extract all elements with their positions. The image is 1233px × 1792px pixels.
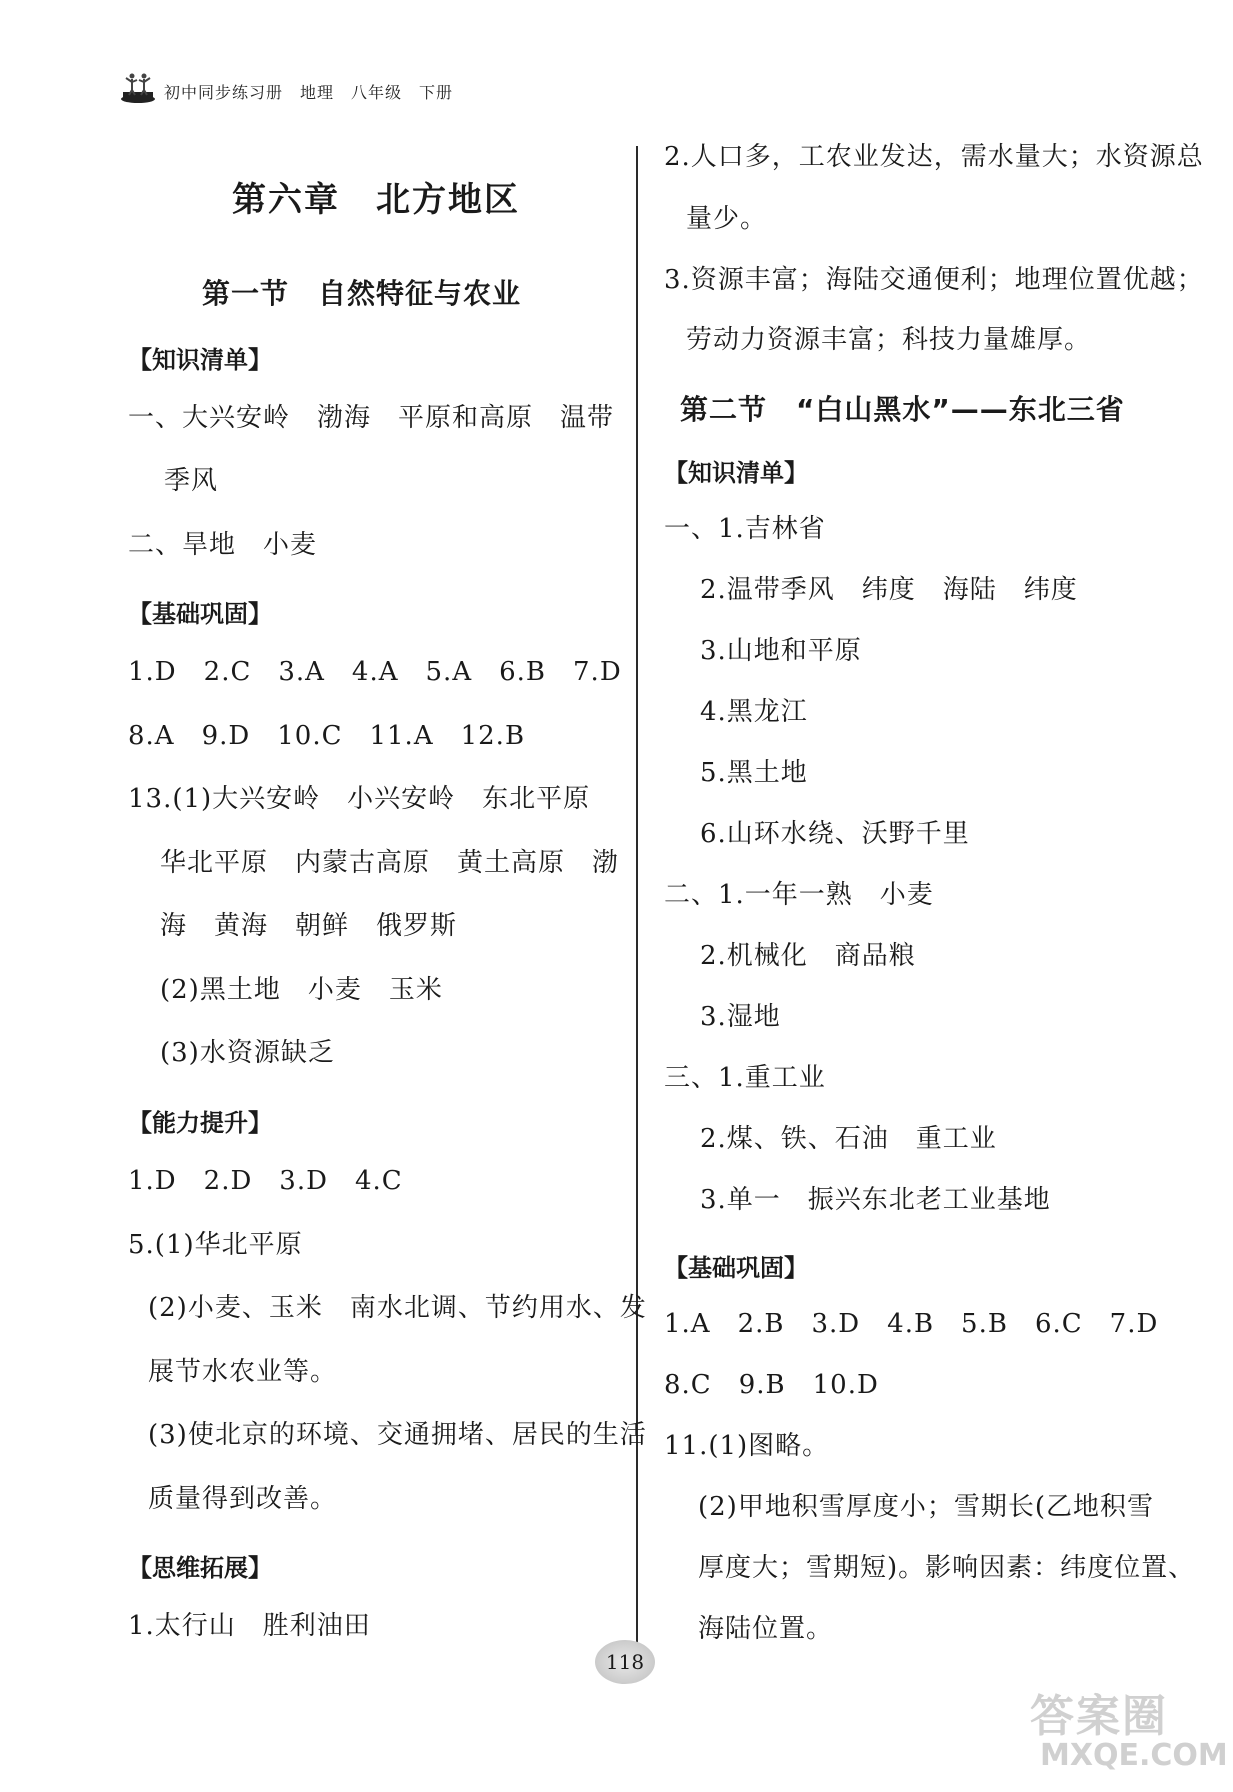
right-line-9: 5.黑土地 — [700, 758, 808, 788]
left-line-17: (3)使北京的环境、交通拥堵、居民的生活 — [148, 1420, 647, 1450]
left-line-19: 【思维拓展】 — [128, 1554, 272, 1582]
watermark — [1030, 1680, 1228, 1773]
right-line-8: 4.黑龙江 — [700, 697, 808, 727]
left-line-10: (2)黑土地 小麦 玉米 — [160, 975, 443, 1005]
left-line-2: 季风 — [164, 466, 219, 496]
section-title-2: 第二节 “白山黑水”——东北三省 — [680, 393, 1125, 426]
right-line-2: 3.资源丰富；海陆交通便利；地理位置优越； — [664, 265, 1204, 295]
left-line-12: 【能力提升】 — [128, 1109, 272, 1137]
left-line-8: 华北平原 内蒙古高原 黄土高原 渤 — [160, 848, 620, 878]
left-line-7: 13.(1)大兴安岭 小兴安岭 东北平原 — [128, 784, 591, 814]
right-line-5: 一、1.吉林省 — [664, 514, 826, 544]
left-line-3: 二、旱地 小麦 — [128, 530, 318, 560]
right-line-18: 1.A 2.B 3.D 4.B 5.B 6.C 7.D — [664, 1309, 1159, 1339]
header-title: 初中同步练习册 地理 八年级 下册 — [164, 83, 454, 102]
watermark-line-2: MXQE.COM — [1040, 1738, 1228, 1773]
right-line-16: 3.单一 振兴东北老工业基地 — [700, 1185, 1051, 1215]
right-line-11: 二、1.一年一熟 小麦 — [664, 880, 934, 910]
right-line-4: 【知识清单】 — [664, 459, 808, 487]
right-line-13: 3.湿地 — [700, 1002, 781, 1032]
left-line-13: 1.D 2.D 3.D 4.C — [128, 1166, 403, 1196]
right-line-23: 海陆位置。 — [698, 1614, 834, 1644]
left-line-18: 质量得到改善。 — [148, 1484, 338, 1514]
left-line-15: (2)小麦、玉米 南水北调、节约用水、发 — [148, 1293, 647, 1323]
left-line-11: (3)水资源缺乏 — [160, 1038, 335, 1068]
right-line-15: 2.煤、铁、石油 重工业 — [700, 1124, 997, 1154]
right-line-6: 2.温带季风 纬度 海陆 纬度 — [700, 575, 1078, 605]
page-number: 118 — [595, 1640, 655, 1684]
left-line-20: 1.太行山 胜利油田 — [128, 1611, 371, 1641]
left-line-5: 1.D 2.C 3.A 4.A 5.A 6.B 7.D — [128, 657, 622, 687]
book-logo-icon — [120, 72, 156, 104]
right-line-17: 【基础巩固】 — [664, 1254, 808, 1282]
left-line-0: 【知识清单】 — [128, 346, 272, 374]
left-line-6: 8.A 9.D 10.C 11.A 12.B — [128, 721, 526, 751]
left-line-16: 展节水农业等。 — [148, 1357, 338, 1387]
right-line-1: 量少。 — [686, 204, 768, 234]
chapter-title: 第六章 北方地区 — [232, 180, 520, 220]
left-line-4: 【基础巩固】 — [128, 600, 272, 628]
right-line-21: (2)甲地积雪厚度小；雪期长(乙地积雪 — [698, 1492, 1154, 1522]
right-line-20: 11.(1)图略。 — [664, 1431, 830, 1461]
left-line-14: 5.(1)华北平原 — [128, 1230, 303, 1260]
right-line-7: 3.山地和平原 — [700, 636, 862, 666]
left-line-1: 一、大兴安岭 渤海 平原和高原 温带 — [128, 403, 615, 433]
right-line-10: 6.山环水绕、沃野千里 — [700, 819, 970, 849]
section-title-1: 第一节 自然特征与农业 — [202, 277, 522, 310]
right-line-22: 厚度大；雪期短)。影响因素：纬度位置、 — [698, 1553, 1196, 1583]
right-line-12: 2.机械化 商品粮 — [700, 941, 916, 971]
left-line-9: 海 黄海 朝鲜 俄罗斯 — [160, 911, 458, 941]
watermark-line-1: 答案圈 — [1030, 1691, 1168, 1742]
right-line-3: 劳动力资源丰富；科技力量雄厚。 — [686, 325, 1092, 355]
right-line-0: 2.人口多，工农业发达，需水量大；水资源总 — [664, 142, 1204, 172]
right-line-19: 8.C 9.B 10.D — [664, 1370, 879, 1400]
right-line-14: 三、1.重工业 — [664, 1063, 826, 1093]
